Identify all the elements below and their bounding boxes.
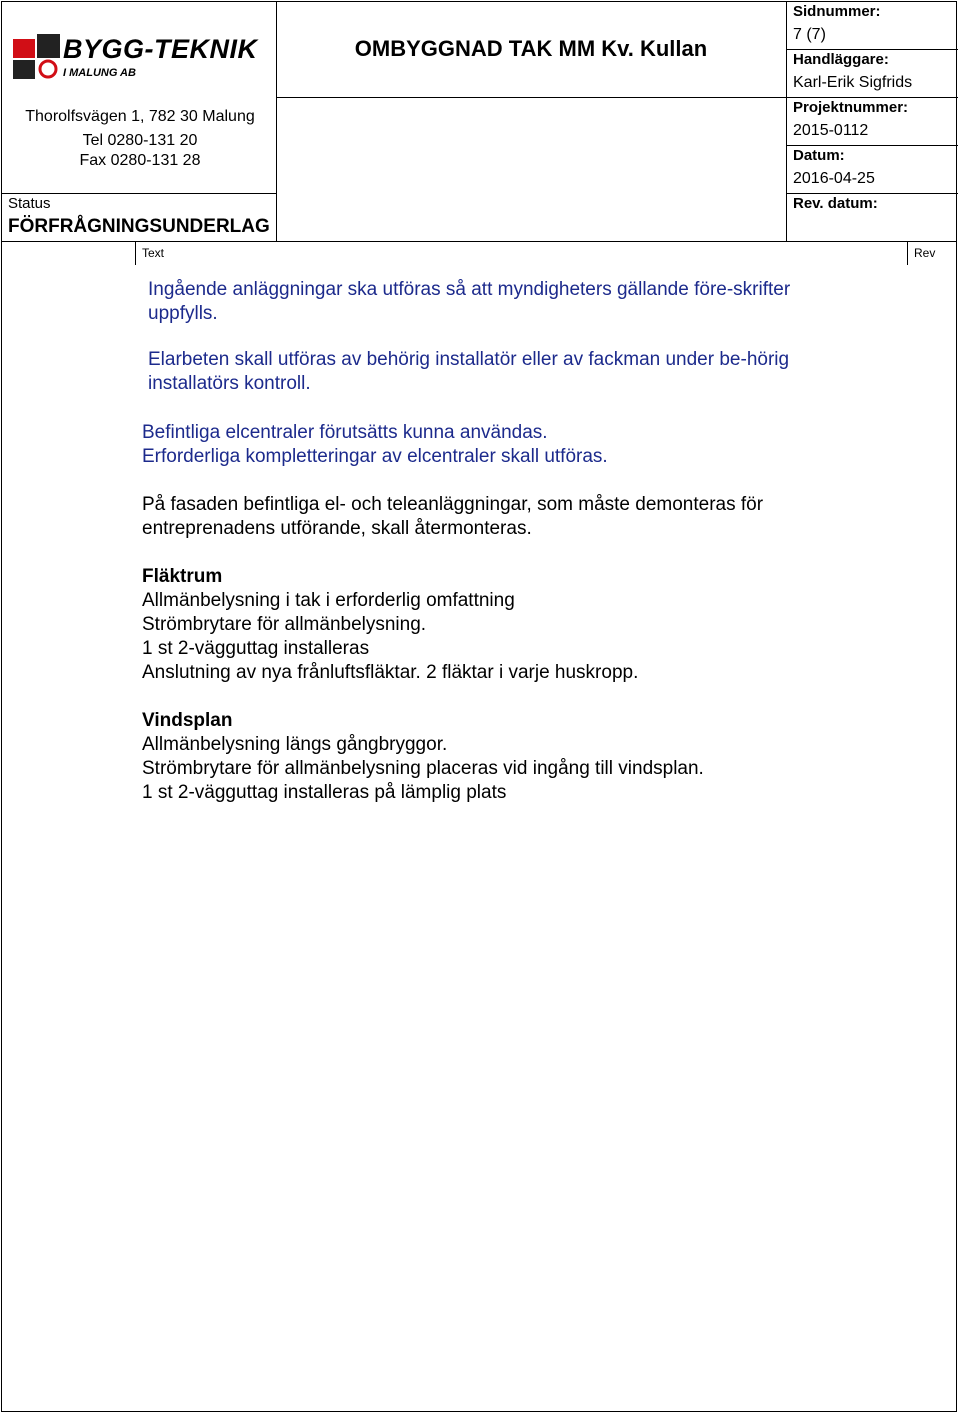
revision-date-label: Rev. datum: [793,195,878,212]
company-phone: Tel 0280-131 20 [82,132,198,149]
status-label: Status [8,195,51,212]
rev-column-rule [907,241,908,265]
project-title: OMBYGGNAD TAK MM Kv. Kullan [354,36,708,61]
meta-rule [786,97,958,98]
header-bottom-rule [1,241,957,242]
handler-label: Handläggare: [793,51,889,68]
paragraph-facade: På fasaden befintliga el- och teleanläggningar, som måste demonteras för entreprenadens utförande, skall återmonteras. [142,494,764,539]
paragraph-electrical-work: Elarbeten skall utföras av behörig installatör eller av fackman under be-hörig installatörs kontroll. [148,349,790,394]
project-number-label: Projektnummer: [793,99,909,116]
date-value: 2016-04-25 [793,170,875,187]
paragraph-regulations: Ingående anläggningar ska utföras så att myndigheters gällande före-skrifter uppfylls. [148,279,791,324]
paragraph-panel-additions: Erforderliga kompletteringar av elcentraler skall utföras. [142,446,608,467]
meta-rule [786,145,958,146]
handler-value: Karl-Erik Sigfrids [793,74,913,91]
company-fax: Fax 0280-131 28 [79,152,201,169]
list-item: 1 st 2-vägguttag installeras på lämplig plats [142,782,507,803]
paragraph-existing-panels: Befintliga elcentraler förutsätts kunna användas. [142,422,548,443]
page-number-label: Sidnummer: [793,3,881,20]
meta-rule [786,193,958,194]
text-column-header: Text [142,246,165,260]
list-item: 1 st 2-vägguttag installeras [142,638,370,659]
list-item: Strömbrytare för allmänbelysning placeras vid ingång till vindsplan. [142,758,704,779]
date-label: Datum: [793,147,845,164]
text-column-rule [135,241,136,265]
list-item: Anslutning av nya frånluftsfläktar. 2 fläktar i varje huskropp. [142,662,639,683]
logo-mark-icon [12,34,62,80]
header-divider [786,1,787,241]
list-item: Allmänbelysning i tak i erforderlig omfattning [142,590,515,611]
logo-name: BYGG-TEKNIK [63,34,258,64]
page-frame [1,1,957,1412]
status-rule [1,193,276,194]
list-item: Strömbrytare för allmänbelysning. [142,614,427,635]
title-rule [276,97,786,98]
section-heading-attic: Vindsplan [142,710,233,731]
list-item: Allmänbelysning längs gångbryggor. [142,734,448,755]
meta-rule [786,49,958,50]
section-heading-fan-room: Fläktrum [142,566,223,587]
company-address: Thorolfsvägen 1, 782 30 Malung [25,108,255,125]
logo-subtitle: I MALUNG AB [63,67,136,79]
page-number-value: 7 (7) [793,26,826,43]
rev-column-header: Rev [914,246,936,260]
project-number-value: 2015-0112 [793,122,869,139]
status-value: FÖRFRÅGNINGSUNDERLAG [8,216,270,237]
